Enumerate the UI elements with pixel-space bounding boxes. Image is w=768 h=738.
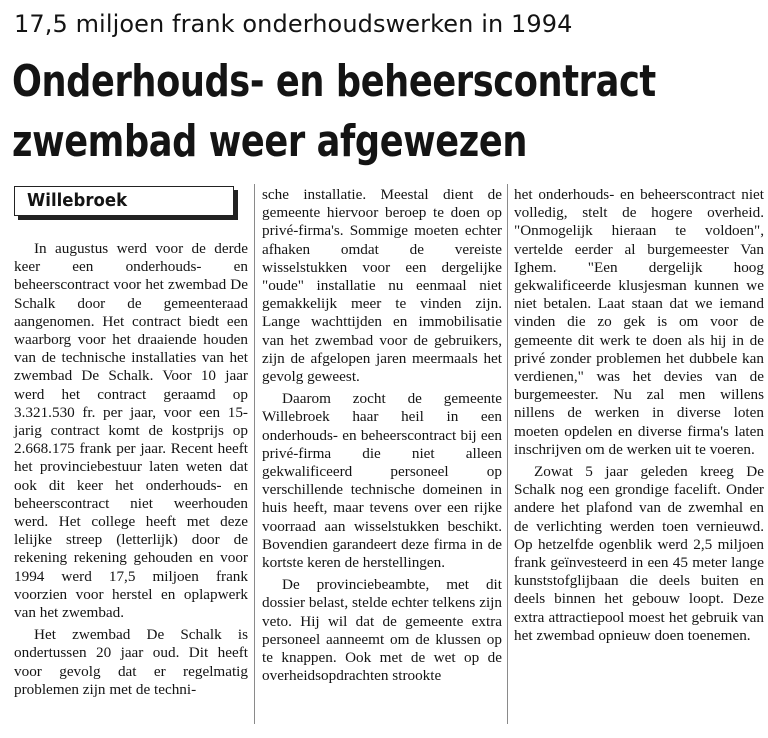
paragraph: het onderhouds- en beheerscontract niet volledig, stelt de hogere overheid. "Onmogelijk hieraan te voldoen", vertelde eerder al burgemeester Van Ighem. "Een dergelijk hoog gekwalificeerde klusjesman kunnen we niet betalen. Laat staan dat we iemand vinden die zo gek is om voor de gemeente dit werk te doen als hij in de privé zonder problemen het dubbele kan verdienen," was het devies van de burgemeester. Nu zal men willens nillens de werken in diverse loten moeten opdelen en diverse firma's laten inschrijven om de werken uit te voeren. xyxy=(514,186,764,458)
column-3 xyxy=(514,186,764,645)
location-label: Willebroek xyxy=(27,190,128,211)
kicker: 17,5 miljoen frank onderhoudswerken in 1994 xyxy=(14,10,573,38)
paragraph: sche installatie. Meestal dient de gemeente hiervoor beroep te doen op privé-firma's. Sommige moeten echter afhaken omdat de vereiste wisselstukken voor een dergelijke "oude" installatie nu eenmaal niet gemakkelijk meer te vinden zijn. Lange wachttijden en immobilisatie van het zwembad voor de gebruikers, zijn de afgelopen jaren meermaals het gevolg geweest. xyxy=(262,186,502,386)
paragraph: Het zwembad De Schalk is ondertussen 20 jaar oud. Dit heeft voor gevolg dat er regelmatig problemen zijn met de techni- xyxy=(14,626,248,698)
headline-line-2: zwembad weer afgewezen xyxy=(12,116,527,167)
paragraph: In augustus werd voor de derde keer een onderhouds- en beheerscontract voor het zwembad De Schalk door de gemeenteraad aangenomen. Het contract biedt een waarborg voor het draaiende houden van de technische installaties van het zwembad De Schalk. Voor 10 jaar werd het contract geraamd op 3.321.530 fr. per jaar, voor een 15-jarig contract komt de kostprijs op 2.668.175 frank per jaar. Recent heeft het provinciebestuur laten weten dat ook dit keer het onderhouds- en beheerscontract niet weerhouden werd. Het college heeft met deze lelijke streep (letterlijk) door de rekening rekening gehouden en voor 1994 werd 17,5 miljoen frank voorzien voor herstel en oplapwerk van het zwembad. xyxy=(14,240,248,622)
location-box xyxy=(14,186,234,216)
column-divider xyxy=(254,184,255,724)
column-2 xyxy=(262,186,502,685)
paragraph: Daarom zocht de gemeente Willebroek haar heil in een onderhouds- en beheerscontract bij een privé-firma die niet alleen gekwalificeerd personeel op verschillende technische domeinen in huis heeft, maar tevens over een rijke voorraad aan wisselstukken beschikt. Bovendien garandeert deze firma in de kortste keren de herstellingen. xyxy=(262,390,502,572)
headline-line-1: Onderhouds- en beheerscontract xyxy=(12,56,656,107)
column-divider xyxy=(507,184,508,724)
paragraph: De provinciebeambte, met dit dossier belast, stelde echter telkens zijn veto. Hij wil dat de gemeente extra personeel aanneemt om de klussen op te knappen. Ook met de wet op de overheidsopdrachten strookte xyxy=(262,576,502,685)
paragraph: Zowat 5 jaar geleden kreeg De Schalk nog een grondige facelift. Onder andere het plafond van de zwemhal en de verlichting werden toen vernieuwd. Op hetzelfde ogenblik werd 2,5 miljoen frank geïnvesteerd in een 45 meter lange kunststofglijbaan die deels buiten en deels binnen het gebouw loopt. Deze extra attractiepool moest het gebruik van het zwembad opnieuw doen toenemen. xyxy=(514,463,764,644)
column-1 xyxy=(14,240,248,699)
headline xyxy=(12,52,656,172)
